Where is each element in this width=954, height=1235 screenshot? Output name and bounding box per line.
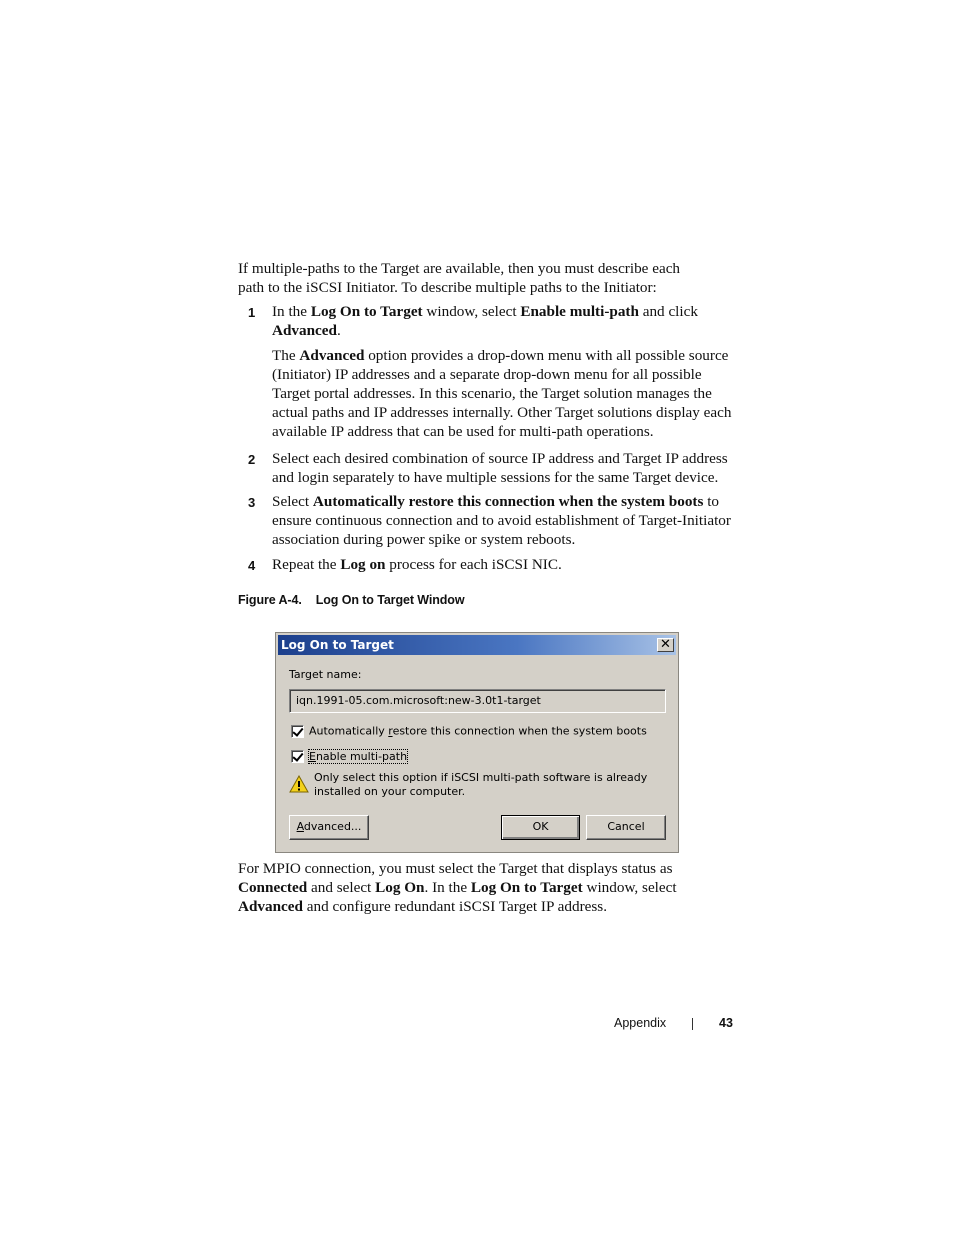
text: . In the (424, 879, 471, 896)
text: and configure redundant iSCSI Target IP address. (302, 898, 608, 915)
advanced-button[interactable] (289, 815, 369, 840)
accelerator-key: E (309, 749, 316, 763)
text: process for each iSCSI NIC. (385, 556, 562, 573)
restore-connection-checkbox-row[interactable] (291, 724, 647, 738)
step-number: 3 (248, 495, 256, 510)
step-number: 2 (248, 452, 256, 467)
step-number: 1 (248, 305, 256, 320)
text: option provides a drop-down menu with all possible source (Initiator) IP addresses and a separate drop-down menu for all possible Target portal addresses. In this scenario, the Target solution manages the actual paths and IP addresses internally. Other Target solutions display each available IP address that can be used for multi-path operations. (272, 347, 732, 440)
step-4 (238, 555, 738, 574)
close-icon: ✕ (660, 637, 671, 652)
text: For MPIO connection, you must select the Target that displays status as (238, 860, 673, 877)
bold-text: Log on (340, 556, 386, 573)
advanced-button-label: dvanced... (303, 820, 362, 833)
bold-text: Advanced (238, 898, 303, 915)
bold-text: Enable multi-path (520, 303, 639, 320)
intro-paragraph (238, 259, 738, 297)
enable-multipath-checkbox[interactable] (291, 750, 304, 763)
text: Repeat the (272, 556, 341, 573)
text: Select (272, 493, 313, 510)
text: and click (638, 303, 698, 320)
closing-paragraph (238, 859, 738, 916)
text: window, select (422, 303, 521, 320)
bold-text: Log On (375, 879, 425, 896)
step-4-text (272, 555, 738, 574)
step-2-text: Select each desired combination of source IP address and Target IP address and login separately to have multiple sessions for the same Target device. (272, 450, 728, 486)
log-on-to-target-dialog (275, 632, 679, 853)
figure-caption (238, 593, 464, 607)
text: and select (307, 879, 376, 896)
restore-connection-checkbox[interactable] (291, 725, 304, 738)
ok-button[interactable]: OK (501, 815, 580, 840)
figure-label: Figure A-4. (238, 593, 302, 607)
dialog-titlebar[interactable] (278, 635, 676, 655)
text: to ensure continuous connection and to avoid establishment of Target-Initiator association during power spike or system reboots. (272, 493, 731, 548)
page-number: 43 (719, 1016, 733, 1030)
step-1-note (272, 346, 738, 441)
close-button[interactable] (657, 638, 674, 652)
text: nable multi-path (315, 749, 408, 763)
enable-multipath-checkbox-row[interactable] (291, 749, 407, 763)
text: The (272, 347, 300, 364)
footer-section-name: Appendix (614, 1016, 667, 1030)
text: Automatically (309, 724, 389, 738)
footer-divider (692, 1018, 693, 1030)
bold-text: Advanced (299, 347, 365, 364)
bold-text: Connected (238, 879, 308, 896)
restore-connection-label[interactable] (309, 725, 647, 738)
enable-multipath-label[interactable] (309, 750, 407, 763)
target-name-label: Target name: (289, 668, 362, 681)
cancel-button[interactable]: Cancel (586, 815, 666, 840)
step-3 (238, 492, 738, 549)
bold-text: Log On to Target (310, 303, 423, 320)
step-1 (238, 302, 738, 441)
text: estore this connection when the system boots (392, 724, 647, 738)
bold-text: Automatically restore this connection when the system boots (312, 493, 704, 510)
dialog-title: Log On to Target (281, 638, 394, 652)
intro-line-1: If multiple-paths to the Target are available, then you must describe each (238, 260, 681, 277)
accelerator-key: r (388, 724, 393, 738)
accelerator-key: A (296, 820, 304, 833)
figure-title: Log On to Target Window (315, 593, 465, 607)
warning-icon (289, 775, 309, 793)
multipath-warning-text: Only select this option if iSCSI multi-path software is already installed on your computer. (314, 771, 648, 798)
bold-text: Advanced (272, 322, 337, 339)
bold-text: Log On to Target (470, 879, 583, 896)
step-3-text (272, 492, 738, 549)
target-name-field[interactable]: iqn.1991-05.com.microsoft:new-3.0t1-target (289, 689, 666, 713)
intro-line-2: path to the iSCSI Initiator. To describe multiple paths to the Initiator: (238, 279, 657, 296)
text: . (336, 322, 341, 339)
text: window, select (582, 879, 677, 896)
step-number: 4 (248, 558, 256, 573)
step-2 (238, 449, 738, 487)
text: In the (272, 303, 311, 320)
step-1-text (272, 302, 738, 340)
